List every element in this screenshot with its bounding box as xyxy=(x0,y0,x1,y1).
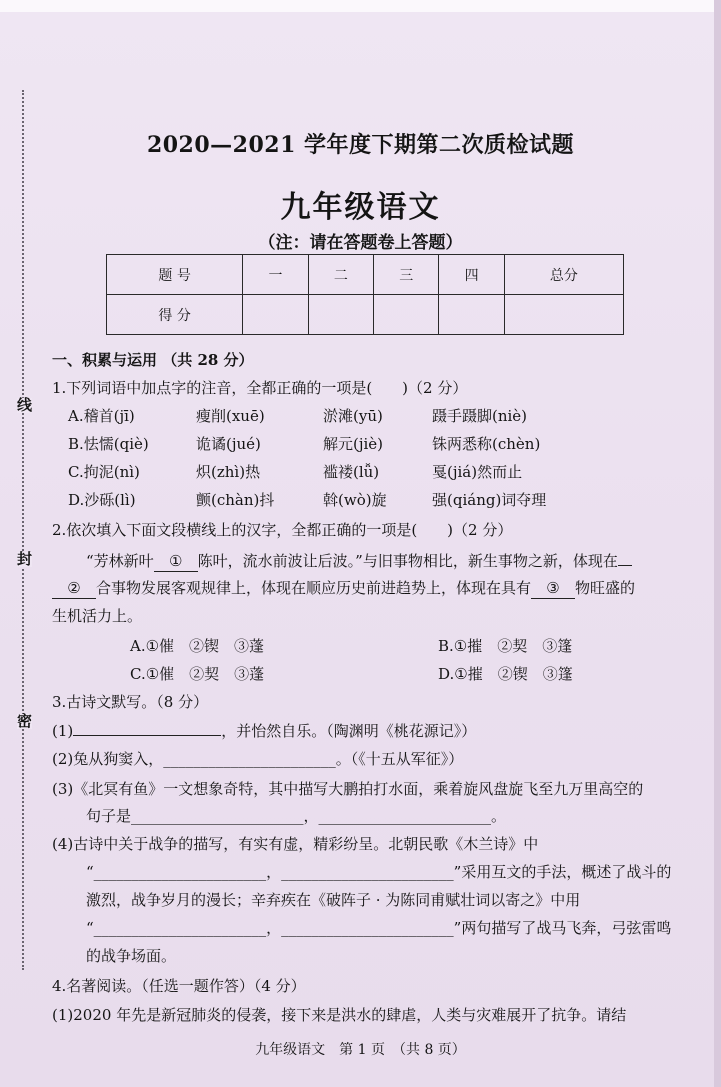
q1-option: B.怯懦(qiè) xyxy=(68,435,149,453)
q3-item-4-line: 的战争场面。 xyxy=(86,947,177,965)
score-cell: 二 xyxy=(308,255,373,295)
answer-blank[interactable] xyxy=(73,735,221,736)
q3-item-3: (3)《北冥有鱼》一文想象奇特，其中描写大鹏拍打水面，乘着旋风盘旋飞至九万里高空的 xyxy=(52,780,644,798)
q2-blank-line xyxy=(618,565,632,566)
page-footer: 九年级语文 第 1 页 （共 8 页） xyxy=(255,1042,466,1058)
q3-item-3-answer: 句子是_______________________，_______________________。 xyxy=(86,807,507,825)
score-input-cell[interactable] xyxy=(439,295,504,335)
q2-text: 物旺盛的 xyxy=(575,579,636,597)
q3-text: (1) xyxy=(52,722,74,740)
q1-option: 诡谲(jué) xyxy=(196,435,261,453)
q3-text: ，并怡然自乐。（陶渊明《桃花源记》） xyxy=(221,722,477,740)
score-table xyxy=(106,254,624,335)
q1-option: 淤滩(yū) xyxy=(323,407,383,425)
q2-passage-line xyxy=(86,551,632,572)
score-label: 得 分 xyxy=(107,295,243,335)
q2-text: 合事物发展客观规律上，体现在顺应历史前进趋势上，体现在具有 xyxy=(96,579,532,597)
score-input-cell[interactable] xyxy=(243,295,308,335)
answer-note: （注：请在答题卷上答题） xyxy=(258,233,463,253)
q1-option: 蹑手蹑脚(niè) xyxy=(432,407,528,425)
score-table-score-row xyxy=(107,295,624,335)
q2-text: “芳林新叶 xyxy=(86,552,154,570)
q2-option-a: A.①催 ②锲 ③蓬 xyxy=(130,637,265,655)
q1-option: 炽(zhì)热 xyxy=(196,463,261,481)
q3-stem: 3.古诗文默写。（8 分） xyxy=(52,693,209,711)
q2-option-b: B.①摧 ②契 ③篷 xyxy=(438,637,573,655)
q2-option-d: D.①摧 ②锲 ③篷 xyxy=(438,665,573,683)
score-cell: 总分 xyxy=(504,255,623,295)
section-heading: 一、积累与运用 （共 28 分） xyxy=(52,351,254,369)
q1-option: 强(qiáng)词夺理 xyxy=(432,491,547,509)
q1-option: A.稽首(jī) xyxy=(68,407,135,425)
q2-option-c: C.①催 ②契 ③蓬 xyxy=(130,665,265,683)
q3-item-4-line: “_______________________，_______________________”采用互文的手法，概述了战斗的 xyxy=(86,863,672,881)
scan-right-edge xyxy=(714,0,721,1087)
q1-stem: 1.下列词语中加点字的注音，全都正确的一项是( )（2 分） xyxy=(52,379,468,397)
q1-option: C.拘泥(nì) xyxy=(68,463,140,481)
q2-passage-line: 生机活力上。 xyxy=(52,607,143,625)
q3-item-1 xyxy=(52,721,476,741)
q1-option: 褴褛(lǚ) xyxy=(323,463,380,481)
binding-mark-feng: 封 xyxy=(17,550,33,568)
q1-option: 瘦削(xuē) xyxy=(196,407,265,425)
q3-item-4-line: “_______________________，_______________________”两句描写了战马飞奔，弓弦雷鸣 xyxy=(86,919,672,937)
q2-stem: 2.依次填入下面文段横线上的汉字，全都正确的一项是( )（2 分） xyxy=(52,521,513,539)
q1-option: D.沙砾(lì) xyxy=(68,491,136,509)
q3-item-4: (4)古诗中关于战争的描写，有实有虚，精彩纷呈。北朝民歌《木兰诗》中 xyxy=(52,835,539,853)
q1-option: 铢两悉称(chèn) xyxy=(432,435,541,453)
exam-title: 2020—2021 学年度下期第二次质检试题 xyxy=(146,132,575,158)
q2-blank-3: ③ xyxy=(531,578,575,599)
scan-top-band xyxy=(0,0,721,12)
score-table-header-row xyxy=(107,255,624,295)
subject-title: 九年级语文 xyxy=(280,190,441,225)
q2-text: 陈叶，流水前波让后波。”与旧事物相比，新生事物之新，体现在 xyxy=(197,552,618,570)
q2-passage-line xyxy=(52,578,635,599)
q4-stem: 4.名著阅读。（任选一题作答）（4 分） xyxy=(52,977,306,995)
score-cell: 题 号 xyxy=(107,255,243,295)
q2-blank-2: ② xyxy=(52,578,96,599)
score-input-cell[interactable] xyxy=(308,295,373,335)
q4-item-1: (1)2020 年先是新冠肺炎的侵袭，接下来是洪水的肆虐，人类与灾难展开了抗争。请结 xyxy=(52,1006,627,1024)
score-input-cell[interactable] xyxy=(374,295,439,335)
q1-option: 戛(jiá)然而止 xyxy=(432,463,523,481)
score-cell: 一 xyxy=(243,255,308,295)
q3-item-2: (2)兔从狗窦入，_______________________。（《十五从军征》） xyxy=(52,750,464,768)
score-cell: 四 xyxy=(439,255,504,295)
q1-option: 斡(wò)旋 xyxy=(323,491,387,509)
q1-option: 解元(jiè) xyxy=(323,435,384,453)
binding-mark-xian: 线 xyxy=(17,396,33,414)
score-input-cell[interactable] xyxy=(504,295,623,335)
q2-blank-1: ① xyxy=(154,551,198,572)
q3-item-4-line: 激烈，战争岁月的漫长；辛弃疾在《破阵子 · 为陈同甫赋壮词以寄之》中用 xyxy=(86,891,581,909)
binding-mark-mi: 密 xyxy=(17,712,33,730)
q1-option: 颤(chàn)抖 xyxy=(196,491,275,509)
score-cell: 三 xyxy=(374,255,439,295)
